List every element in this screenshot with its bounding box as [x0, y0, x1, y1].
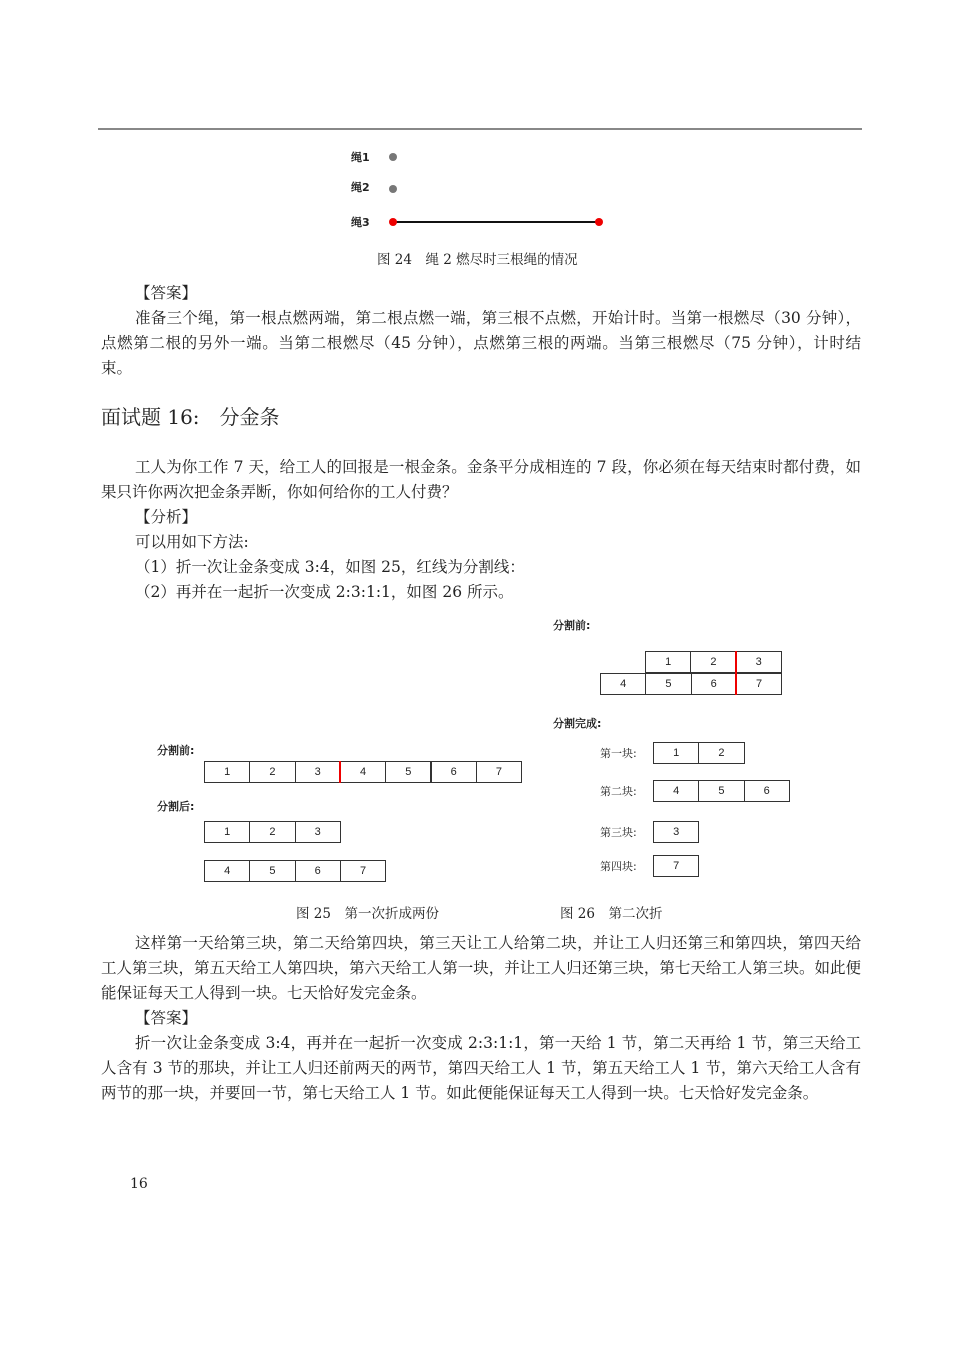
gold-segment: 3 — [295, 821, 341, 843]
section-title: 面试题 16: 分金条 — [101, 405, 280, 429]
gold-segment: 2 — [249, 761, 295, 783]
gold-segment: 1 — [653, 742, 699, 764]
gold-segment: 5 — [385, 761, 431, 783]
analysis-line: 可以用如下方法: — [135, 533, 249, 551]
figures-25-26 — [0, 605, 960, 931]
piece-label: 第四块: — [600, 860, 637, 873]
gold-segment: 4 — [204, 860, 250, 882]
piece-label: 第三块: — [600, 826, 637, 839]
gold-segment: 1 — [645, 651, 691, 673]
gold-segment: 6 — [744, 780, 790, 802]
fig25-after-label: 分割后: — [157, 800, 195, 813]
gold-segment: 1 — [204, 821, 250, 843]
gold-segment: 4 — [600, 673, 646, 695]
rope-2-dot — [389, 185, 397, 193]
gold-segment: 2 — [249, 821, 295, 843]
rope-1-label: 绳1 — [351, 151, 370, 164]
piece-label: 第一块: — [600, 747, 637, 760]
gold-segment: 2 — [690, 651, 736, 673]
explanation-text: 这样第一天给第三块，第二天给第四块，第三天让工人给第二块，并让工人归还第三和第四块，第四天给工人第三块，第五天给工人第四块，第六天给工人第一块，并让工人归还第三块，第七天给工人第三块。如此便能保证每天工人得到一块。七天恰好发完金条。 — [101, 934, 861, 1002]
figure-25-caption: 图 25 第一次折成两份 — [296, 906, 439, 922]
gold-segment: 7 — [340, 860, 386, 882]
rope-2-label: 绳2 — [351, 181, 370, 194]
gold-segment: 2 — [698, 742, 744, 764]
piece-label: 第二块: — [600, 785, 637, 798]
gold-segment: 3 — [295, 761, 341, 783]
rope-3-left-end — [389, 218, 397, 226]
gold-segment: 5 — [698, 780, 744, 802]
answer-heading: 【答案】 — [135, 1009, 198, 1027]
gold-segment: 6 — [691, 673, 737, 695]
analysis-heading: 【分析】 — [135, 508, 198, 526]
question-text: 工人为你工作 7 天，给工人的回报是一根金条。金条平分成相连的 7 段，你必须在每天结束时都付费，如果只许你两次把金条弄断，你如何给你的工人付费？ — [101, 458, 861, 501]
red-cut-line — [735, 651, 737, 673]
figure-24 — [0, 128, 960, 281]
figure-24-caption: 图 24 绳 2 燃尽时三根绳的情况 — [377, 252, 578, 268]
gold-segment: 3 — [736, 651, 782, 673]
gold-segment: 7 — [476, 761, 522, 783]
analysis-line: （1）折一次让金条变成 3:4，如图 25，红线为分割线： — [135, 558, 525, 576]
fig26-done-label: 分割完成: — [553, 717, 602, 730]
red-cut-line — [339, 761, 341, 783]
rope-3-right-end — [595, 218, 603, 226]
rope-1-dot — [389, 153, 397, 161]
gold-segment: 7 — [653, 855, 699, 877]
gold-segment: 1 — [204, 761, 250, 783]
fig26-before-label: 分割前: — [553, 619, 591, 632]
rope-3-label: 绳3 — [351, 216, 370, 229]
gold-segment: 3 — [653, 821, 699, 843]
rope-3-line — [393, 221, 599, 223]
gold-segment: 7 — [736, 673, 782, 695]
fig25-before-label: 分割前: — [157, 744, 195, 757]
gold-segment: 6 — [431, 761, 477, 783]
analysis-line: （2）再并在一起折一次变成 2:3:1:1，如图 26 所示。 — [135, 583, 514, 601]
gold-segment: 4 — [340, 761, 386, 783]
gold-segment: 4 — [653, 780, 699, 802]
answer-heading: 【答案】 — [135, 284, 198, 302]
gold-segment: 6 — [295, 860, 341, 882]
page-number: 16 — [130, 1176, 148, 1192]
red-cut-line — [735, 673, 737, 695]
gold-segment: 5 — [645, 673, 691, 695]
figure-26-caption: 图 26 第二次折 — [560, 906, 663, 922]
answer-text: 准备三个绳，第一根点燃两端，第二根点燃一端，第三根不点燃，开始计时。当第一根燃尽（30 分钟），点燃第二根的另外一端。当第二根燃尽（45 分钟），点燃第三根的两端。当第三根燃尽（75 分钟），计时结束。 — [101, 309, 861, 377]
answer-text: 折一次让金条变成 3:4，再并在一起折一次变成 2:3:1:1，第一天给 1 节，第二天再给 1 节，第三天给工人含有 3 节的那块，并让工人归还前两天的两节，第四天给工人 1 节，第五天给工人 1 节，第六天给工人含有两节的那一块，并要回一节，第七天给工人 1 节。如此便能保证每天工人得到一块。七天恰好发完金条。 — [101, 1034, 861, 1102]
gold-segment: 5 — [249, 860, 295, 882]
